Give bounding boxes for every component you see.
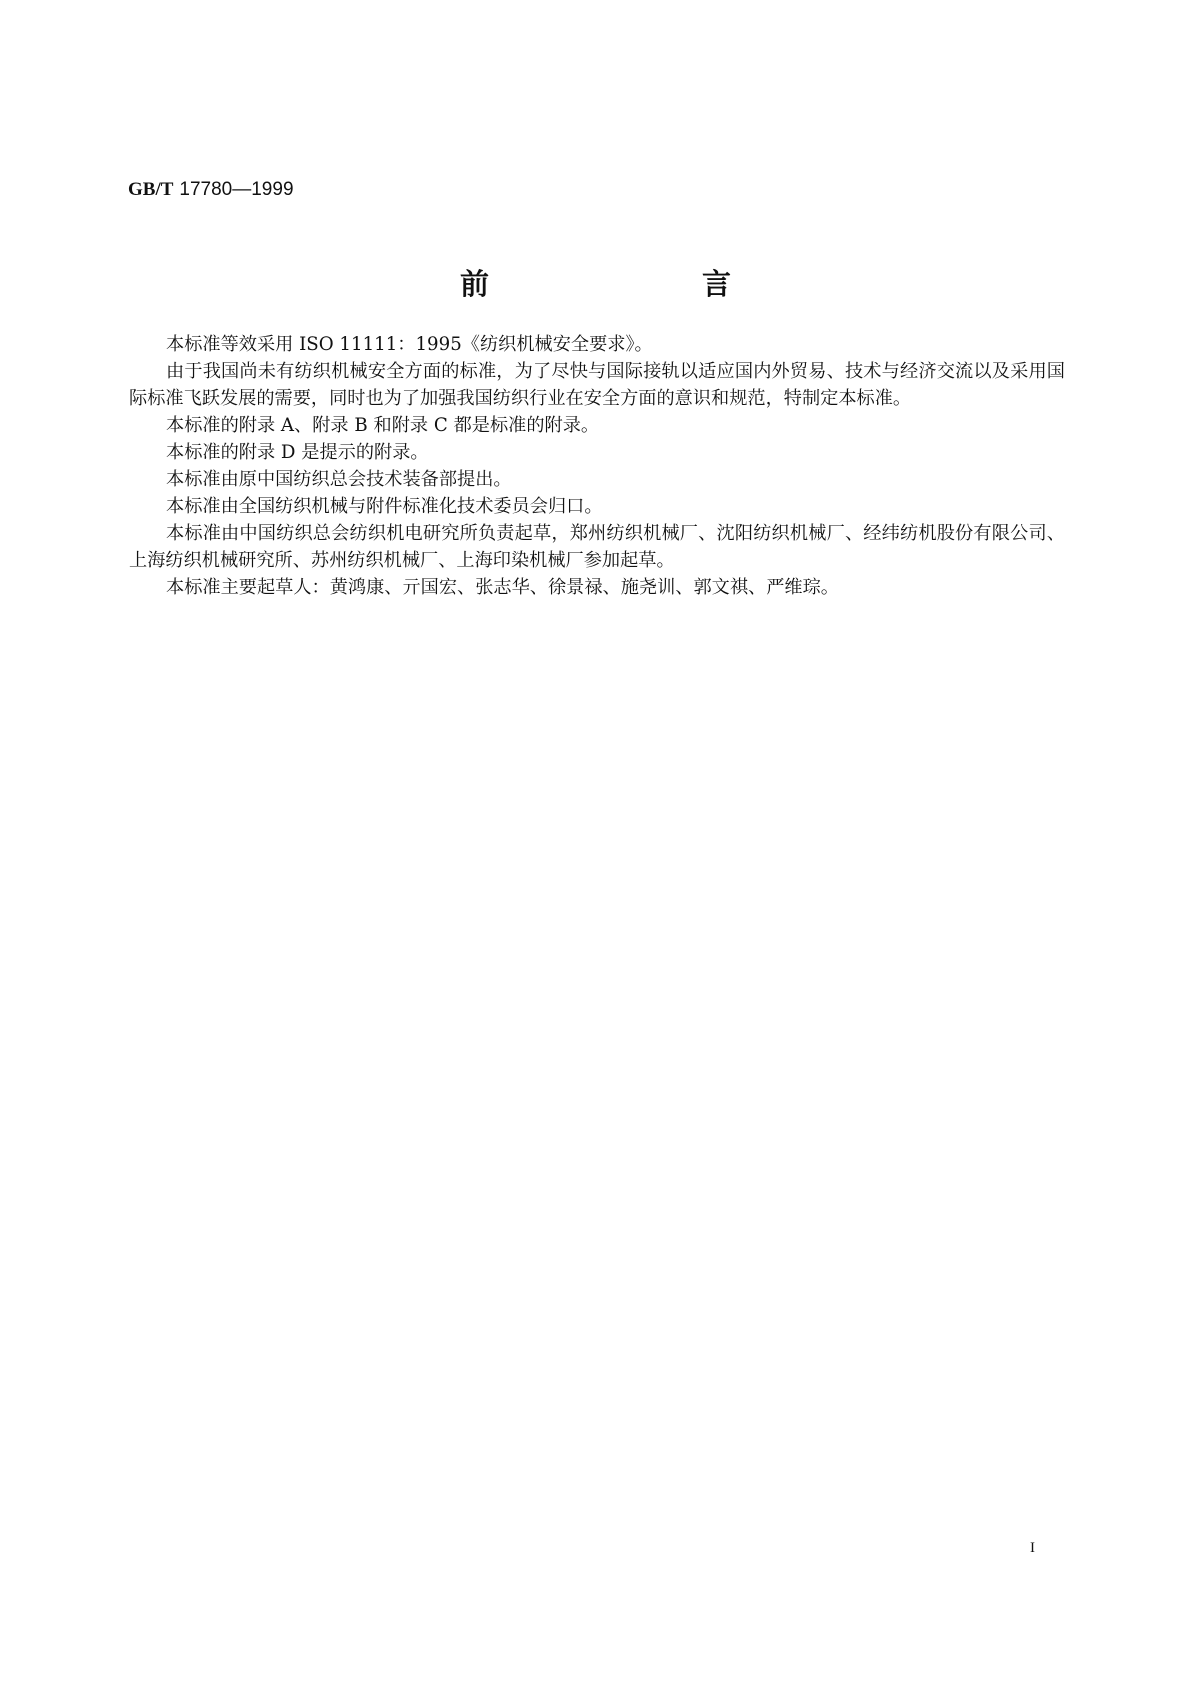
page-title: 前 言 bbox=[459, 267, 823, 301]
paragraph: 本标准由原中国纺织总会技术装备部提出。 bbox=[166, 469, 512, 490]
standard-prefix: GB/T bbox=[128, 179, 174, 200]
paragraph: 本标准等效采用 ISO 11111：1995《纺织机械安全要求》。 bbox=[166, 334, 653, 355]
paragraph: 本标准的附录 D 是提示的附录。 bbox=[166, 442, 429, 463]
standard-code bbox=[128, 175, 294, 204]
foreword-body bbox=[129, 331, 1065, 601]
paragraph: 本标准主要起草人：黄鸿康、亓国宏、张志华、徐景禄、施尧训、郭文祺、严维琮。 bbox=[166, 577, 839, 598]
paragraph: 本标准的附录 A、附录 B 和附录 C 都是标准的附录。 bbox=[166, 415, 600, 436]
standard-number: 17780—1999 bbox=[179, 179, 294, 200]
paragraph: 由于我国尚未有纺织机械安全方面的标准，为了尽快与国际接轨以适应国内外贸易、技术与经济交流以及采用国际标准飞跃发展的需要，同时也为了加强我国纺织行业在安全方面的意识和规范，特制定本标准。 bbox=[129, 361, 1065, 409]
paragraph: 本标准由中国纺织总会纺织机电研究所负责起草，郑州纺织机械厂、沈阳纺织机械厂、经纬纺机股份有限公司、上海纺织机械研究所、苏州纺织机械厂、上海印染机械厂参加起草。 bbox=[129, 523, 1065, 571]
paragraph: 本标准由全国纺织机械与附件标准化技术委员会归口。 bbox=[166, 496, 603, 517]
page-number: I bbox=[1030, 1540, 1035, 1556]
